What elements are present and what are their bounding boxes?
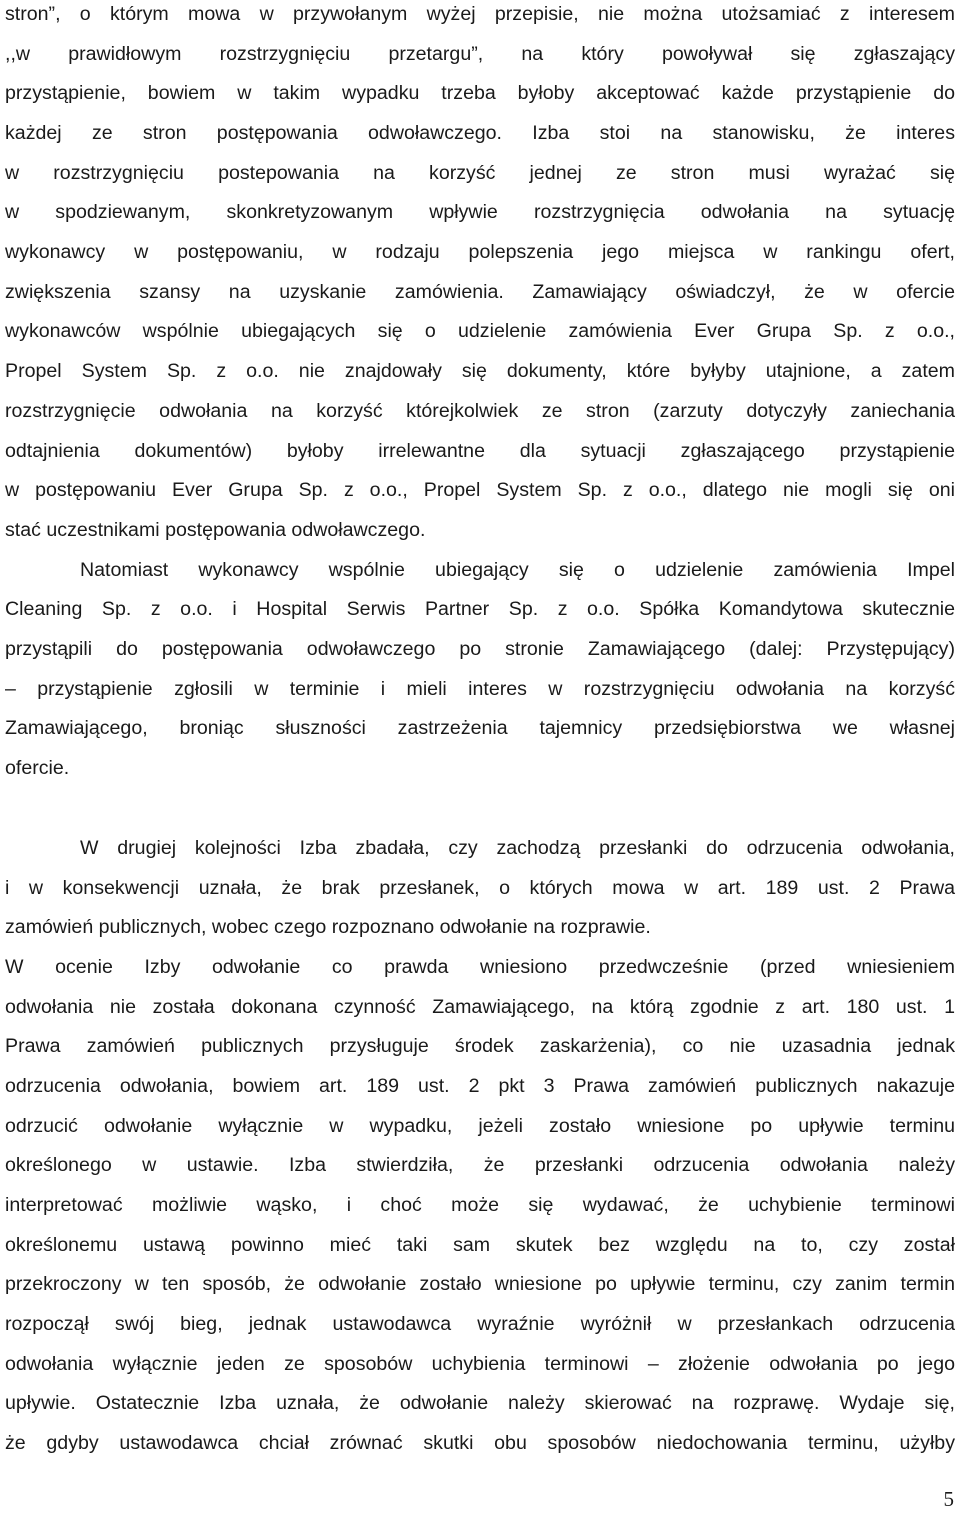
text-line: Prawa zamówień publicznych przysługuje środek zaskarżenia), co nie uzasadnia jednak <box>5 1035 955 1057</box>
text-line: odwołania nie została dokonana czynność Zamawiającego, na którą zgodnie z art. 180 ust. 1 <box>5 996 955 1018</box>
text-line: określonemu ustawą powinno mieć taki sam skutek bez względu na to, czy został <box>5 1234 955 1256</box>
text-line: ,,w prawidłowym rozstrzygnięciu przetargu”, na który powoływał się zgłaszający <box>5 43 955 65</box>
text-line: zamówień publicznych, wobec czego rozpoznano odwołanie na rozprawie. <box>5 916 651 938</box>
text-line: w spodziewanym, skonkretyzowanym wpływie rozstrzygnięcia odwołania na sytuację <box>5 201 955 223</box>
text-line: odtajnienia dokumentów) byłoby irrelewantne dla sytuacji zgłaszającego przystąpienie <box>5 440 955 462</box>
text-line: Natomiast wykonawcy wspólnie ubiegający się o udzielenie zamówienia Impel <box>80 559 955 581</box>
text-line: każdej ze stron postępowania odwoławczego. Izba stoi na stanowisku, że interes <box>5 122 955 144</box>
text-line: rozstrzygnięcie odwołania na korzyść którejkolwiek ze stron (zarzuty dotyczyły zaniechania <box>5 400 955 422</box>
text-line: Zamawiającego, broniąc słuszności zastrzeżenia tajemnicy przedsiębiorstwa we własnej <box>5 717 955 739</box>
text-line: w postępowaniu Ever Grupa Sp. z o.o., Propel System Sp. z o.o., dlatego nie mogli się oni <box>5 479 955 501</box>
text-line: określonego w ustawie. Izba stwierdziła, że przesłanki odrzucenia odwołania należy <box>5 1154 955 1176</box>
text-line: Cleaning Sp. z o.o. i Hospital Serwis Partner Sp. z o.o. Spółka Komandytowa skutecznie <box>5 598 955 620</box>
text-line: odwołania wyłącznie jeden ze sposobów uchybienia terminowi – złożenie odwołania po jego <box>5 1353 955 1375</box>
text-line: stron”, o którym mowa w przywołanym wyżej przepisie, nie można utożsamiać z interesem <box>5 3 955 25</box>
text-line: W drugiej kolejności Izba zbadała, czy zachodzą przesłanki do odrzucenia odwołania, <box>80 837 955 859</box>
text-line: wykonawców wspólnie ubiegających się o udzielenie zamówienia Ever Grupa Sp. z o.o., <box>5 320 955 342</box>
page-number: 5 <box>943 1487 954 1511</box>
text-line: rozpoczął swój bieg, jednak ustawodawca wyraźnie wyróżnił w przesłankach odrzucenia <box>5 1313 955 1335</box>
text-line: przekroczony w ten sposób, że odwołanie zostało wniesione po upływie terminu, czy zanim termin <box>5 1273 955 1295</box>
text-line: odrzucenia odwołania, bowiem art. 189 ust. 2 pkt 3 Prawa zamówień publicznych nakazuje <box>5 1075 955 1097</box>
text-line: ofercie. <box>5 757 70 779</box>
text-line: zwiększenia szansy na uzyskanie zamówienia. Zamawiający oświadczył, że w ofercie <box>5 281 955 303</box>
text-line: że gdyby ustawodawca chciał zrównać skutki obu sposobów niedochowania terminu, użyłby <box>5 1432 955 1454</box>
text-line: – przystąpienie zgłosili w terminie i mieli interes w rozstrzygnięciu odwołania na korzyść <box>5 678 955 700</box>
text-line: upływie. Ostatecznie Izba uznała, że odwołanie należy skierować na rozprawę. Wydaje się, <box>5 1392 955 1414</box>
text-line: stać uczestnikami postępowania odwoławczego. <box>5 519 426 541</box>
text-line: w rozstrzygnięciu postepowania na korzyść jednej ze stron musi wyrażać się <box>5 162 955 184</box>
text-line: odrzucić odwołanie wyłącznie w wypadku, jeżeli zostało wniesione po upływie terminu <box>5 1115 955 1137</box>
text-line: i w konsekwencji uznała, że brak przesłanek, o których mowa w art. 189 ust. 2 Prawa <box>5 877 955 899</box>
text-line: wykonawcy w postępowaniu, w rodzaju polepszenia jego miejsca w rankingu ofert, <box>5 241 955 263</box>
text-line: przystąpienie, bowiem w takim wypadku trzeba byłoby akceptować każde przystąpienie do <box>5 82 955 104</box>
text-line: przystąpili do postępowania odwoławczego po stronie Zamawiającego (dalej: Przystępujący) <box>5 638 955 660</box>
text-line: interpretować możliwie wąsko, i choć może się wydawać, że uchybienie terminowi <box>5 1194 955 1216</box>
text-line: W ocenie Izby odwołanie co prawda wniesiono przedwcześnie (przed wniesieniem <box>5 956 955 978</box>
text-line: Propel System Sp. z o.o. nie znajdowały się dokumenty, które byłyby utajnione, a zatem <box>5 360 955 382</box>
